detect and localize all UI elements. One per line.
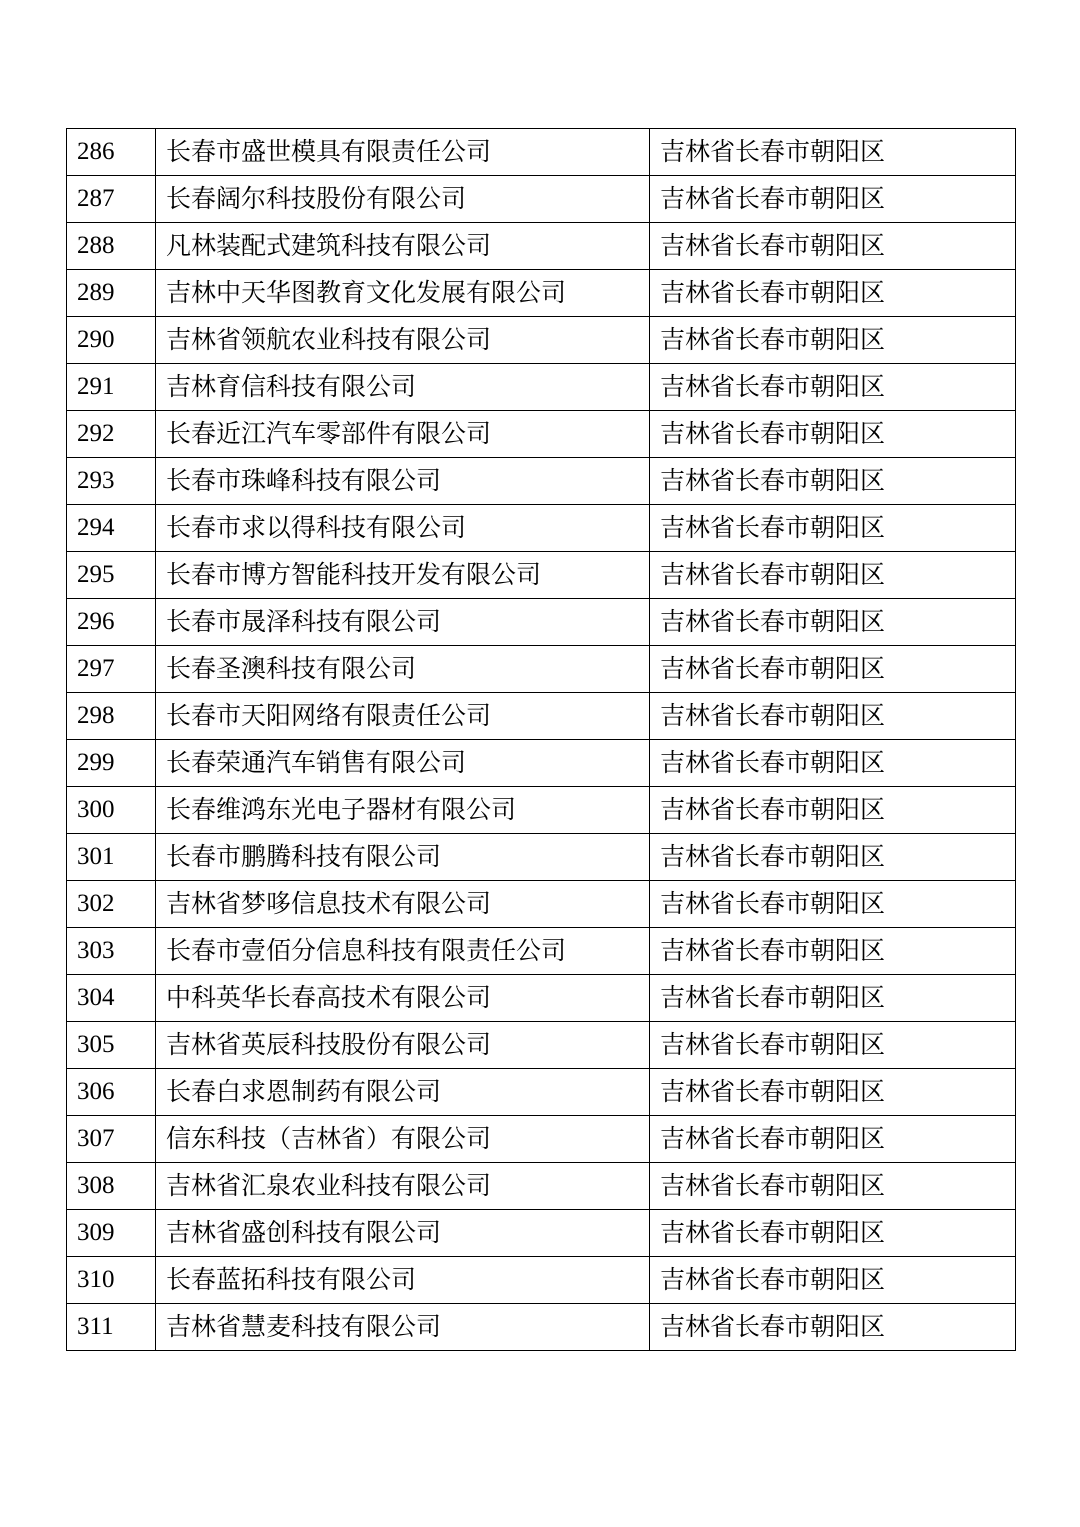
company-location: 吉林省长春市朝阳区 <box>650 881 1016 928</box>
company-location: 吉林省长春市朝阳区 <box>650 1116 1016 1163</box>
company-table-body <box>67 129 1016 1351</box>
company-name: 长春市珠峰科技有限公司 <box>156 458 650 505</box>
company-location: 吉林省长春市朝阳区 <box>650 928 1016 975</box>
table-row <box>67 505 1016 552</box>
company-location: 吉林省长春市朝阳区 <box>650 787 1016 834</box>
row-number: 288 <box>67 223 156 270</box>
company-location: 吉林省长春市朝阳区 <box>650 552 1016 599</box>
company-location: 吉林省长春市朝阳区 <box>650 364 1016 411</box>
company-table-container <box>66 128 1015 1351</box>
company-location: 吉林省长春市朝阳区 <box>650 1210 1016 1257</box>
company-name: 长春市求以得科技有限公司 <box>156 505 650 552</box>
row-number: 291 <box>67 364 156 411</box>
row-number: 294 <box>67 505 156 552</box>
company-name: 长春市天阳网络有限责任公司 <box>156 693 650 740</box>
table-row <box>67 1304 1016 1351</box>
company-location: 吉林省长春市朝阳区 <box>650 129 1016 176</box>
company-name: 吉林育信科技有限公司 <box>156 364 650 411</box>
company-name: 凡林装配式建筑科技有限公司 <box>156 223 650 270</box>
company-location: 吉林省长春市朝阳区 <box>650 317 1016 364</box>
company-location: 吉林省长春市朝阳区 <box>650 458 1016 505</box>
company-location: 吉林省长春市朝阳区 <box>650 740 1016 787</box>
company-location: 吉林省长春市朝阳区 <box>650 1022 1016 1069</box>
company-name: 吉林省盛创科技有限公司 <box>156 1210 650 1257</box>
company-name: 长春阔尔科技股份有限公司 <box>156 176 650 223</box>
table-row <box>67 1163 1016 1210</box>
company-location: 吉林省长春市朝阳区 <box>650 1257 1016 1304</box>
table-row <box>67 599 1016 646</box>
table-row <box>67 176 1016 223</box>
company-name: 长春市壹佰分信息科技有限责任公司 <box>156 928 650 975</box>
company-location: 吉林省长春市朝阳区 <box>650 693 1016 740</box>
row-number: 309 <box>67 1210 156 1257</box>
row-number: 297 <box>67 646 156 693</box>
row-number: 305 <box>67 1022 156 1069</box>
table-row <box>67 975 1016 1022</box>
table-row <box>67 928 1016 975</box>
table-row <box>67 693 1016 740</box>
row-number: 308 <box>67 1163 156 1210</box>
row-number: 299 <box>67 740 156 787</box>
table-row <box>67 1257 1016 1304</box>
company-location: 吉林省长春市朝阳区 <box>650 646 1016 693</box>
company-location: 吉林省长春市朝阳区 <box>650 1304 1016 1351</box>
row-number: 302 <box>67 881 156 928</box>
table-row <box>67 411 1016 458</box>
row-number: 295 <box>67 552 156 599</box>
table-row <box>67 787 1016 834</box>
row-number: 289 <box>67 270 156 317</box>
table-row <box>67 552 1016 599</box>
table-row <box>67 223 1016 270</box>
company-name: 长春白求恩制药有限公司 <box>156 1069 650 1116</box>
table-row <box>67 1069 1016 1116</box>
company-location: 吉林省长春市朝阳区 <box>650 834 1016 881</box>
company-location: 吉林省长春市朝阳区 <box>650 270 1016 317</box>
table-row <box>67 881 1016 928</box>
row-number: 307 <box>67 1116 156 1163</box>
table-row <box>67 270 1016 317</box>
company-location: 吉林省长春市朝阳区 <box>650 599 1016 646</box>
company-name: 吉林省汇泉农业科技有限公司 <box>156 1163 650 1210</box>
row-number: 286 <box>67 129 156 176</box>
company-name: 吉林省慧麦科技有限公司 <box>156 1304 650 1351</box>
row-number: 287 <box>67 176 156 223</box>
company-table <box>66 128 1016 1351</box>
row-number: 303 <box>67 928 156 975</box>
table-row <box>67 646 1016 693</box>
company-location: 吉林省长春市朝阳区 <box>650 223 1016 270</box>
row-number: 290 <box>67 317 156 364</box>
company-name: 长春市晟泽科技有限公司 <box>156 599 650 646</box>
table-row <box>67 364 1016 411</box>
company-location: 吉林省长春市朝阳区 <box>650 505 1016 552</box>
table-row <box>67 1116 1016 1163</box>
row-number: 304 <box>67 975 156 1022</box>
company-name: 中科英华长春高技术有限公司 <box>156 975 650 1022</box>
company-name: 长春圣澳科技有限公司 <box>156 646 650 693</box>
table-row <box>67 1210 1016 1257</box>
table-row <box>67 1022 1016 1069</box>
row-number: 296 <box>67 599 156 646</box>
row-number: 311 <box>67 1304 156 1351</box>
table-row <box>67 317 1016 364</box>
company-name: 长春近江汽车零部件有限公司 <box>156 411 650 458</box>
table-row <box>67 834 1016 881</box>
company-location: 吉林省长春市朝阳区 <box>650 411 1016 458</box>
company-name: 长春蓝拓科技有限公司 <box>156 1257 650 1304</box>
row-number: 310 <box>67 1257 156 1304</box>
company-name: 信东科技（吉林省）有限公司 <box>156 1116 650 1163</box>
row-number: 292 <box>67 411 156 458</box>
table-row <box>67 458 1016 505</box>
company-name: 长春市鹏腾科技有限公司 <box>156 834 650 881</box>
company-location: 吉林省长春市朝阳区 <box>650 1163 1016 1210</box>
row-number: 298 <box>67 693 156 740</box>
company-name: 长春市博方智能科技开发有限公司 <box>156 552 650 599</box>
row-number: 301 <box>67 834 156 881</box>
table-row <box>67 129 1016 176</box>
row-number: 306 <box>67 1069 156 1116</box>
company-name: 吉林省领航农业科技有限公司 <box>156 317 650 364</box>
row-number: 293 <box>67 458 156 505</box>
company-location: 吉林省长春市朝阳区 <box>650 975 1016 1022</box>
table-row <box>67 740 1016 787</box>
company-location: 吉林省长春市朝阳区 <box>650 1069 1016 1116</box>
company-location: 吉林省长春市朝阳区 <box>650 176 1016 223</box>
company-name: 吉林省梦哆信息技术有限公司 <box>156 881 650 928</box>
company-name: 吉林中天华图教育文化发展有限公司 <box>156 270 650 317</box>
company-name: 长春维鸿东光电子器材有限公司 <box>156 787 650 834</box>
company-name: 吉林省英辰科技股份有限公司 <box>156 1022 650 1069</box>
row-number: 300 <box>67 787 156 834</box>
company-name: 长春市盛世模具有限责任公司 <box>156 129 650 176</box>
company-name: 长春荣通汽车销售有限公司 <box>156 740 650 787</box>
